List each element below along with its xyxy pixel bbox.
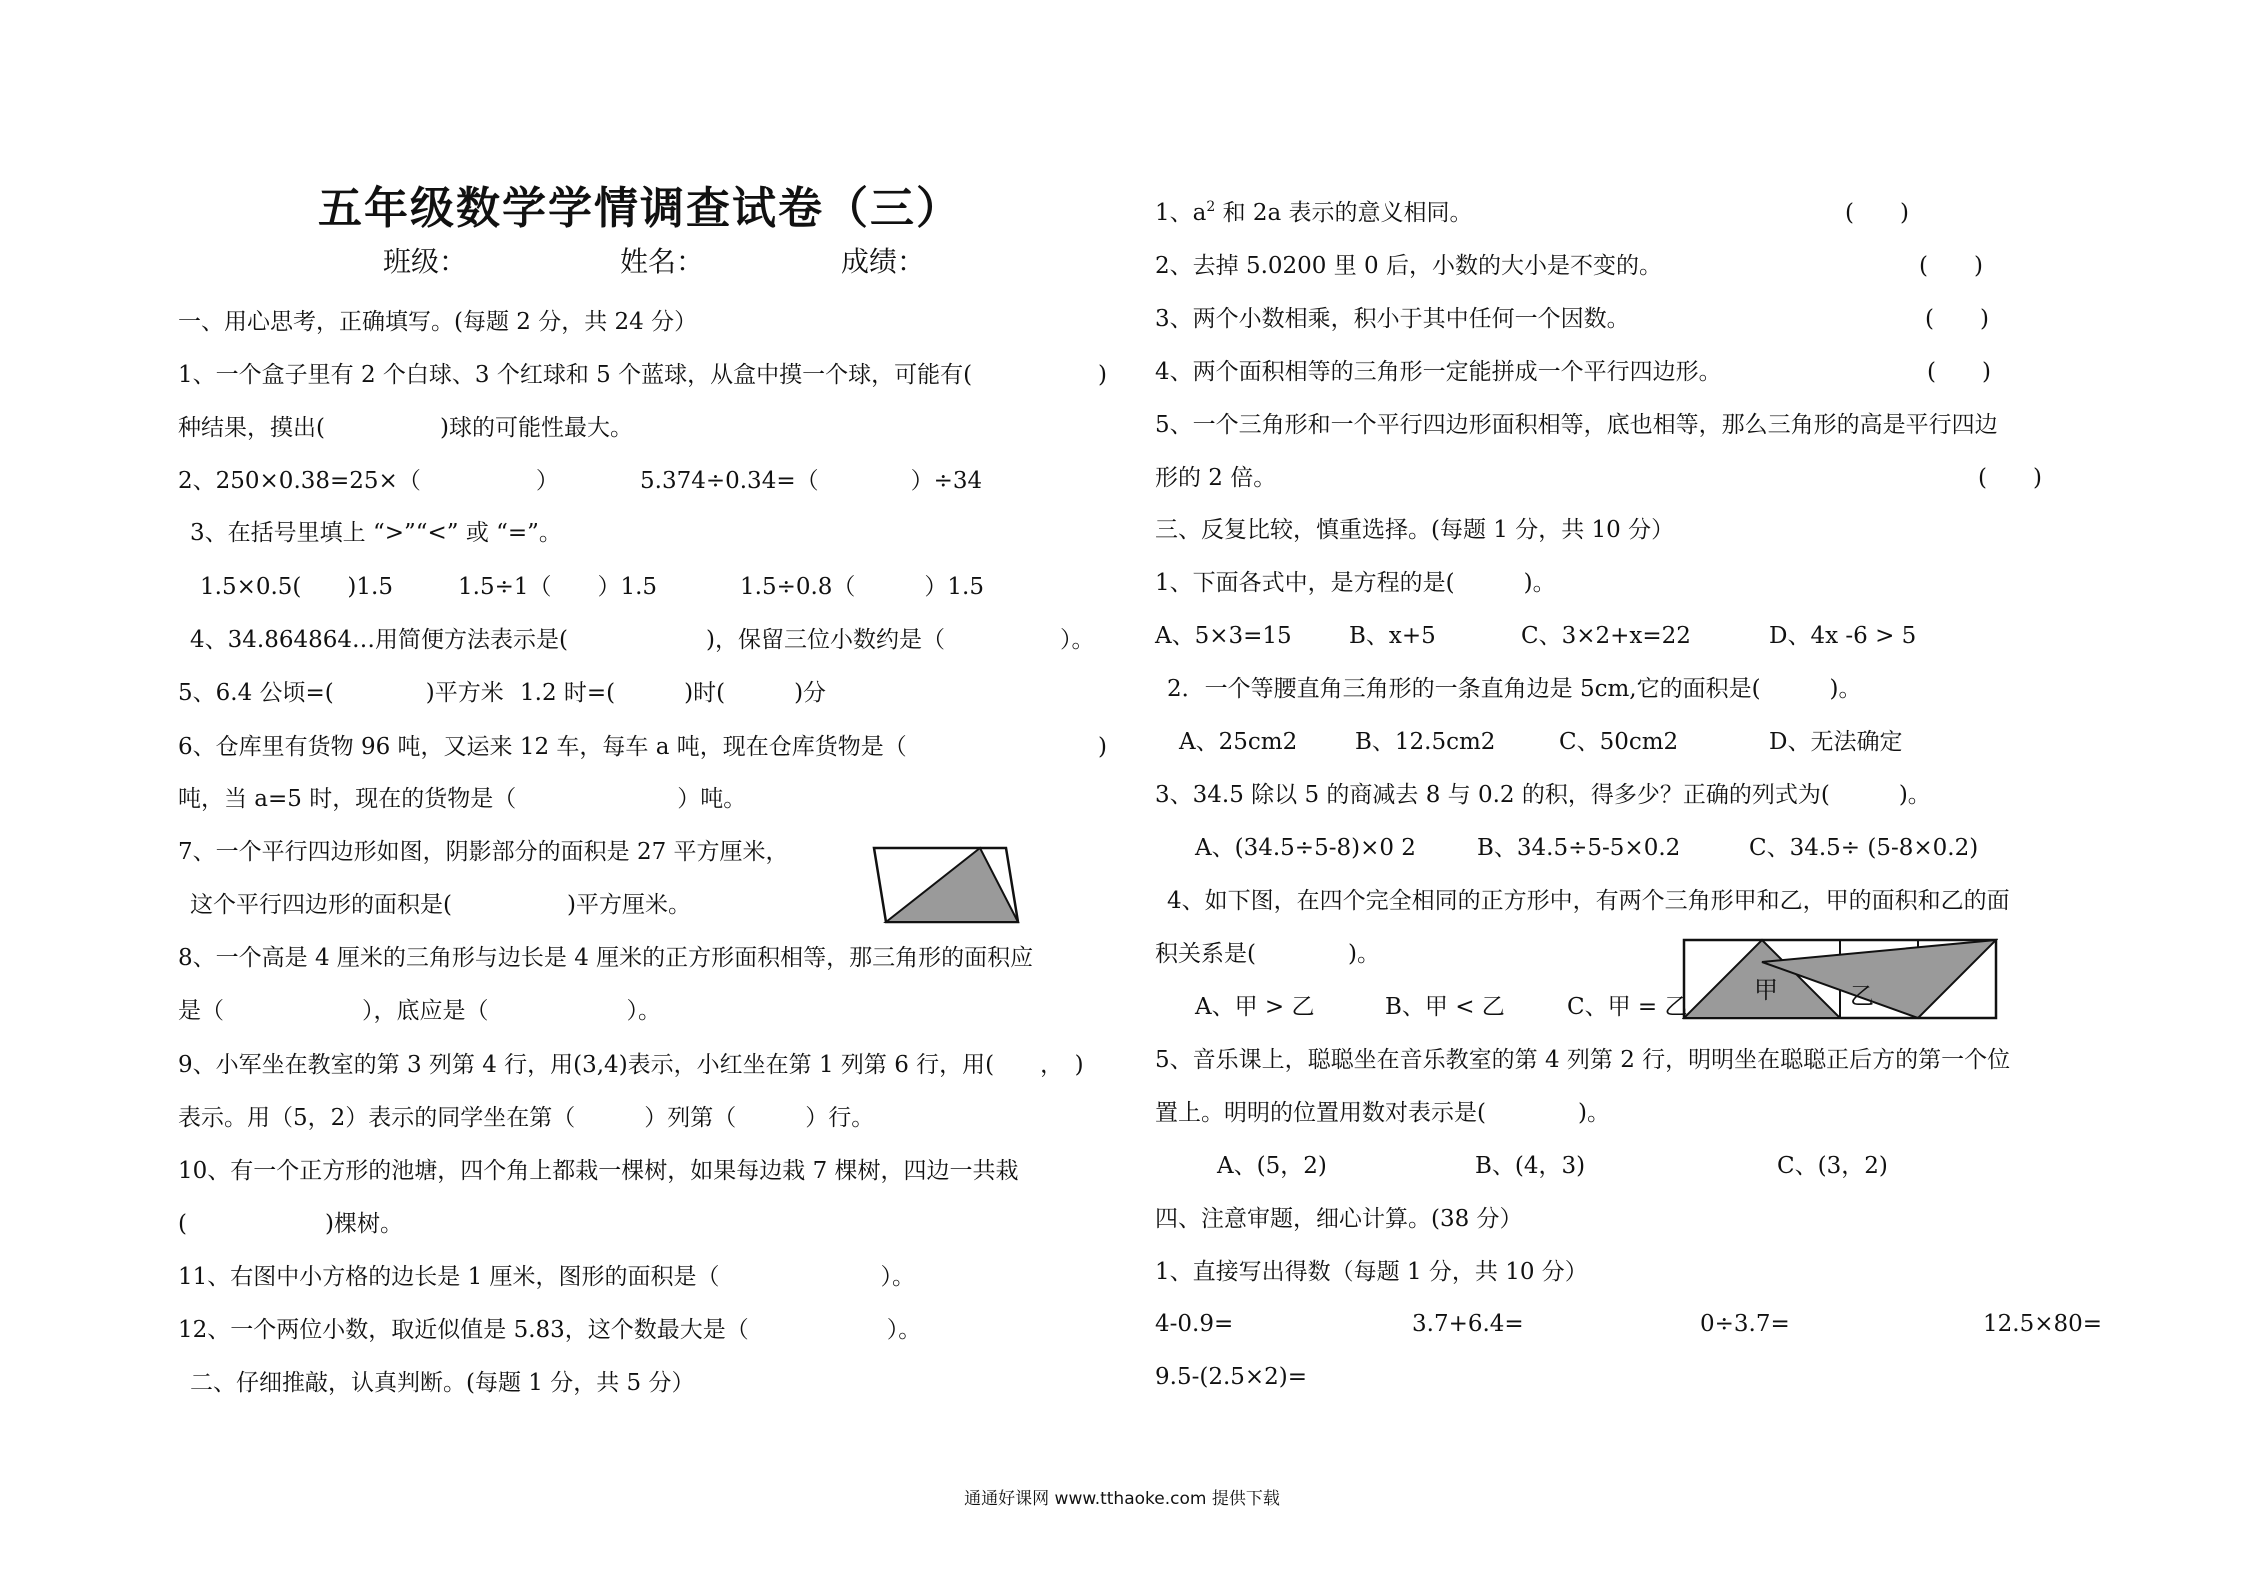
judge-q2: 2、去掉 5.0200 里 0 后，小数的大小是不变的。 [1155, 253, 1662, 279]
score-label: 成绩： [841, 245, 926, 278]
footer-credit: 通通好课网 www.tthaoke.com 提供下载 [964, 1489, 1280, 1509]
shaded-triangle [886, 848, 1018, 922]
q8-line1: 8、一个高是 4 厘米的三角形与边长是 4 厘米的正方形面积相等，那三角形的面积应 [178, 945, 1034, 971]
judge-q4: 4、两个面积相等的三角形一定能拼成一个平行四边形。 [1155, 359, 1722, 385]
choice-q2-d: D、无法确定 [1769, 729, 1903, 755]
choice-q4-c: C、甲 = 乙 [1567, 994, 1688, 1020]
judge-q4-paren: ( ) [1927, 359, 1991, 385]
judge-q3: 3、两个小数相乘，积小于其中任何一个因数。 [1155, 306, 1630, 332]
q3-stem: 3、在括号里填上 “>”“<” 或 “=”。 [190, 520, 562, 546]
class-label: 班级： [383, 245, 468, 278]
choice-q5-line2: 置上。明明的位置用数对表示是( )。 [1155, 1100, 1610, 1126]
section4-sub1: 1、直接写出得数（每题 1 分，共 10 分） [1155, 1259, 1588, 1285]
section4-heading: 四、注意审题，细心计算。(38 分） [1155, 1206, 1523, 1232]
calc-item-3: 0÷3.7= [1700, 1311, 1790, 1337]
choice-q2-c: C、50cm2 [1559, 729, 1679, 755]
choice-q2-b: B、12.5cm2 [1355, 729, 1496, 755]
judge-q5-line1: 5、一个三角形和一个平行四边形面积相等，底也相等，那么三角形的高是平行四边 [1155, 412, 1998, 438]
q3-item1: 1.5×0.5( )1.5 [200, 574, 393, 600]
q10-line2: ( )棵树。 [178, 1211, 403, 1237]
label-jia: 甲 [1754, 976, 1778, 1004]
q9-line2: 表示。用（5，2）表示的同学坐在第（ ）列第（ ）行。 [178, 1105, 875, 1131]
q2-part1: 2、250×0.38=25×（ ） [178, 468, 559, 494]
q7-line1: 7、一个平行四边形如图，阴影部分的面积是 27 平方厘米， [178, 839, 789, 865]
choice-q5-b: B、(4，3) [1475, 1153, 1586, 1179]
calc-item-4: 12.5×80= [1983, 1311, 2103, 1337]
q3-item2: 1.5÷1（ ）1.5 [458, 574, 658, 600]
choice-q3-stem: 3、34.5 除以 5 的商减去 8 与 0.2 的积，得多少？正确的列式为( )。 [1155, 782, 1931, 808]
calc-item-1: 4-0.9= [1155, 1311, 1234, 1337]
section2-heading: 二、仔细推敲，认真判断。(每题 1 分，共 5 分） [190, 1370, 695, 1396]
section3-heading: 三、反复比较，慎重选择。(每题 1 分，共 10 分） [1155, 517, 1675, 543]
section1-heading: 一、用心思考，正确填写。(每题 2 分，共 24 分） [178, 309, 698, 335]
choice-q4-a: A、甲 > 乙 [1195, 994, 1315, 1020]
q5-part2: 1.2 时=( )时( )分 [520, 680, 827, 706]
choice-q2-a: A、25cm2 [1179, 729, 1298, 755]
choice-q3-c: C、34.5÷ (5-8×0.2) [1749, 835, 1979, 861]
judge-q2-paren: ( ) [1919, 253, 1983, 279]
choice-q3-b: B、34.5÷5-5×0.2 [1477, 835, 1681, 861]
page-title: 五年级数学学情调查试卷（三） [318, 183, 962, 234]
q12-line: 12、一个两位小数，取近似值是 5.83，这个数最大是（ ）。 [178, 1317, 922, 1343]
choice-q3-a: A、(34.5÷5-8)×0 2 [1195, 835, 1416, 861]
q7-line2: 这个平行四边形的面积是( )平方厘米。 [190, 892, 691, 918]
choice-q2-stem: 2．一个等腰直角三角形的一条直角边是 5cm,它的面积是( )。 [1167, 676, 1862, 702]
judge-q1: 1、$a^2$ 和 2a 表示的意义相同。 [1155, 199, 1473, 226]
choice-q1-d: D、4x -6 > 5 [1769, 623, 1917, 649]
q11-line: 11、右图中小方格的边长是 1 厘米，图形的面积是（ ）。 [178, 1264, 916, 1290]
q10-line1: 10、有一个正方形的池塘，四个角上都栽一棵树，如果每边栽 7 棵树，四边一共栽 [178, 1158, 1019, 1184]
calc-item-5: 9.5-(2.5×2)= [1155, 1364, 1308, 1390]
choice-q1-a: A、5×3=15 [1155, 623, 1292, 649]
label-yi: 乙 [1850, 982, 1874, 1010]
q1-line1: 1、一个盒子里有 2 个白球、3 个红球和 5 个蓝球，从盒中摸一个球，可能有( [178, 362, 973, 388]
judge-q5-paren: ( ) [1978, 465, 2042, 491]
q3-item3: 1.5÷0.8（ ）1.5 [740, 574, 985, 600]
calc-item-2: 3.7+6.4= [1412, 1311, 1524, 1337]
q1-line2: 种结果，摸出( )球的可能性最大。 [178, 415, 633, 441]
choice-q1-stem: 1、下面各式中，是方程的是( )。 [1155, 570, 1556, 596]
q1-close-paren: ) [1098, 362, 1107, 388]
q9-line1: 9、小军坐在教室的第 3 列第 4 行，用(3,4)表示，小红坐在第 1 列第 6 行，用( ， ) [178, 1052, 1084, 1078]
choice-q5-a: A、(5，2) [1217, 1153, 1327, 1179]
q2-part2: 5.374÷0.34=（ ）÷34 [640, 468, 983, 494]
judge-q3-paren: ( ) [1925, 306, 1989, 332]
q6-close-paren: ) [1098, 734, 1107, 760]
choice-q5-c: C、(3，2) [1777, 1153, 1888, 1179]
choice-q4-b: B、甲 < 乙 [1385, 994, 1505, 1020]
choice-q4-line2: 积关系是( )。 [1155, 941, 1380, 967]
parallelogram-figure [872, 846, 1022, 926]
judge-q1-paren: ( ) [1845, 200, 1909, 226]
choice-q4-line1: 4、如下图，在四个完全相同的正方形中，有两个三角形甲和乙，甲的面积和乙的面 [1167, 888, 2010, 914]
choice-q1-c: C、3×2+x=22 [1521, 623, 1691, 649]
q6-line1: 6、仓库里有货物 96 吨，又运来 12 车，每车 a 吨，现在仓库货物是（ [178, 734, 907, 760]
name-label: 姓名： [620, 245, 705, 278]
judge-q5-line2: 形的 2 倍。 [1155, 465, 1277, 491]
q6-line2: 吨，当 a=5 时，现在的货物是（ ）吨。 [178, 786, 747, 812]
choice-q1-b: B、x+5 [1349, 623, 1436, 649]
four-squares-figure [1682, 938, 1998, 1022]
q5-part1: 5、6.4 公顷=( )平方米 [178, 680, 504, 706]
choice-q5-line1: 5、音乐课上，聪聪坐在音乐教室的第 4 列第 2 行，明明坐在聪聪正后方的第一个位 [1155, 1047, 2011, 1073]
q4-line: 4、34.864864…用简便方法表示是( )，保留三位小数约是（ ）。 [190, 627, 1095, 653]
q8-line2: 是（ ），底应是（ ）。 [178, 998, 661, 1024]
